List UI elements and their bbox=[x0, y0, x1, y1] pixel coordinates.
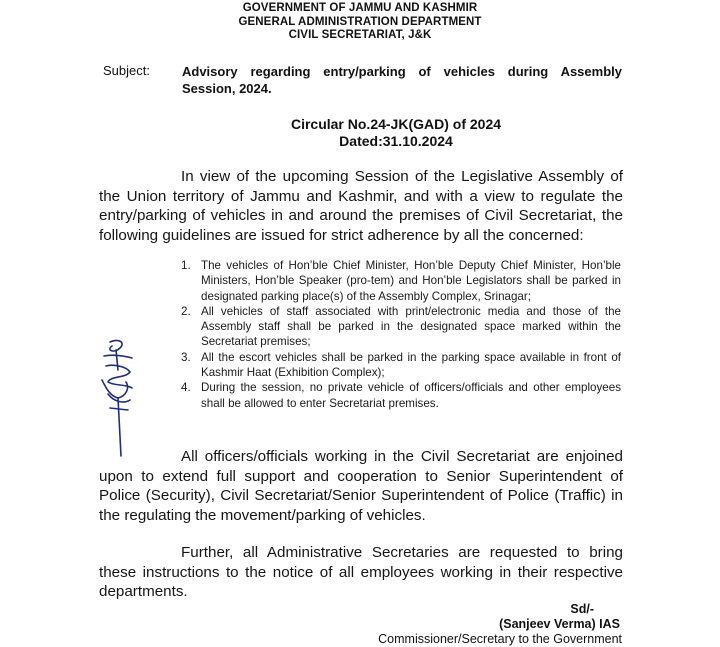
header-department: GENERAL ADMINISTRATION DEPARTMENT bbox=[238, 15, 482, 28]
guideline-item bbox=[181, 350, 621, 381]
subject-text: Advisory regarding entry/parking of vehicles during Assembly Session, 2024. bbox=[182, 64, 622, 96]
guideline-number: 2. bbox=[181, 304, 191, 318]
support-paragraph bbox=[99, 447, 623, 525]
header-government: GOVERNMENT OF JAMMU AND KASHMIR bbox=[242, 2, 478, 14]
guideline-number: 3. bbox=[181, 350, 191, 364]
guideline-text: During the session, no private vehicle of officers/officials and other employees shall be allowed to enter Secretariat premises. bbox=[201, 381, 621, 410]
signatory-designation: Commissioner/Secretary to the Government bbox=[378, 632, 622, 646]
guidelines-list bbox=[181, 258, 621, 411]
guideline-text: All the escort vehicles shall be parked in the parking space available in front of Kashmir Haat (Exhibition Complex); bbox=[201, 350, 621, 380]
circular-date: Dated:31.10.2024 bbox=[339, 133, 453, 149]
guideline-text: All vehicles of staff associated with print/electronic media and those of the Assembly staff shall be parked in the designated space marked within the Secretariat premises; bbox=[201, 304, 621, 349]
guideline-item bbox=[181, 380, 621, 411]
guideline-number: 1. bbox=[181, 259, 191, 272]
header-secretariat: CIVIL SECRETARIAT, J&K bbox=[288, 29, 432, 41]
subject-label: Subject: bbox=[103, 63, 150, 78]
instructions-paragraph bbox=[99, 543, 623, 602]
handwritten-initials-signature bbox=[96, 336, 140, 458]
signatory-name: (Sanjeev Verma) IAS bbox=[499, 617, 620, 631]
guideline-item bbox=[181, 304, 621, 350]
circular-number: Circular No.24-JK(GAD) of 2024 bbox=[290, 116, 502, 132]
intro-paragraph bbox=[99, 167, 623, 245]
instructions-text: Further, all Administrative Secretaries are requested to bring these instructions to the notice of all employees working in their respective departments. bbox=[99, 544, 623, 600]
guideline-number: 4. bbox=[181, 381, 191, 395]
circular-heading bbox=[0, 116, 720, 150]
guideline-text: The vehicles of Hon’ble Chief Minister, Hon’ble Deputy Chief Minister, Hon’ble Ministers, Hon’ble Speaker (pro-tem) and Hon’ble Legislators shall be parked in designated parking place(s) of the Assembly Complex, Srinagar; bbox=[201, 259, 621, 303]
signature-block bbox=[378, 602, 620, 647]
signed-mark: Sd/- bbox=[570, 602, 594, 616]
letterhead bbox=[0, 2, 720, 43]
support-text: All officers/officials working in the Civil Secretariat are enjoined upon to extend full support and cooperation to Senior Superintendent of Police (Security), Civil Secretariat/Senior Superintendent of Police (Traffic) in the regulating the movement/parking of vehicles. bbox=[99, 448, 623, 524]
guideline-item bbox=[181, 258, 621, 304]
intro-text: In view of the upcoming Session of the Legislative Assembly of the Union territory of Jammu and Kashmir, and with a view to regulate the entry/parking of vehicles in and around the premises of Civil Secretariat, the following guidelines are issued for strict adherence by all the concerned: bbox=[99, 168, 623, 244]
